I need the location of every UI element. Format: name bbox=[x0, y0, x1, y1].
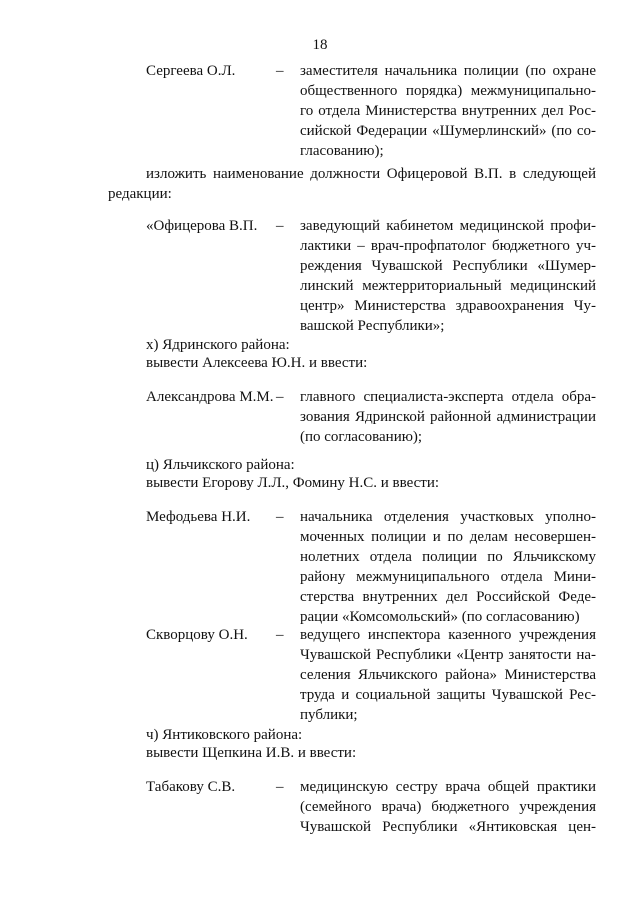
entry-dash: – bbox=[276, 779, 284, 795]
description-line: медицинскую сестру врача общей практики bbox=[300, 779, 596, 795]
section-action: вывести Егорову Л.Л., Фомину Н.С. и ввести: bbox=[146, 475, 440, 491]
entry-name: Скворцову О.Н. bbox=[146, 627, 248, 643]
description-line: начальника отделения участковых уполно- bbox=[300, 509, 596, 525]
entry-description bbox=[300, 625, 596, 725]
description-line: рации «Комсомольский» (по согласованию) bbox=[300, 609, 580, 625]
entry-name: Александрова М.М. bbox=[146, 389, 274, 405]
description-line: публики; bbox=[300, 707, 358, 723]
entry-name: Мефодьева Н.И. bbox=[146, 509, 251, 525]
paragraph-continuation: редакции: bbox=[108, 186, 172, 202]
description-line: лактики – врач-профпатолог бюджетного уч- bbox=[300, 238, 596, 254]
paragraph bbox=[146, 164, 596, 184]
paragraph-line: изложить наименование должности Офицеровой В.П. в следующей bbox=[146, 166, 596, 182]
description-line: центр» Министерства здравоохранения Чу- bbox=[300, 298, 596, 314]
description-line: нолетних отдела полиции по Яльчикскому bbox=[300, 549, 596, 565]
description-line: моченных полиции и по делам несовершен- bbox=[300, 529, 596, 545]
description-line: ведущего инспектора казенного учреждения bbox=[300, 627, 596, 643]
entry-description bbox=[300, 387, 596, 447]
description-line: стерства внутренних дел Российской Феде- bbox=[300, 589, 596, 605]
entry-name: Табакову С.В. bbox=[146, 779, 236, 795]
section-heading: х) Ядринского района: bbox=[146, 337, 290, 353]
description-line: гласованию); bbox=[300, 143, 384, 159]
description-line: сийской Федерации «Шумерлинский» (по со- bbox=[300, 123, 596, 139]
section-heading: ч) Янтиковского района: bbox=[146, 727, 303, 743]
entry-dash: – bbox=[276, 389, 284, 405]
entry-dash: – bbox=[276, 627, 284, 643]
description-line: заведующий кабинетом медицинской профи- bbox=[300, 218, 596, 234]
page-number: 18 bbox=[312, 37, 328, 53]
entry-description bbox=[300, 507, 596, 627]
description-line: го отдела Министерства внутренних дел Рос- bbox=[300, 103, 596, 119]
description-line: общественного порядка) межмуниципально- bbox=[300, 83, 596, 99]
entry-description bbox=[300, 216, 596, 336]
description-line: линский межтерриториальный медицинский bbox=[300, 278, 596, 294]
description-line: реждения Чувашской Республики «Шумер- bbox=[300, 258, 596, 274]
description-line: (семейного врача) бюджетного учреждения bbox=[300, 799, 596, 815]
entry-dash: – bbox=[276, 218, 284, 234]
section-heading: ц) Яльчикского района: bbox=[146, 457, 295, 473]
description-line: (по согласованию); bbox=[300, 429, 423, 445]
description-line: заместителя начальника полиции (по охране bbox=[300, 63, 596, 79]
entry-dash: – bbox=[276, 509, 284, 525]
description-line: Чувашской Республики «Янтиковская цен- bbox=[300, 819, 596, 835]
entry-name: «Офицерова В.П. bbox=[146, 218, 258, 234]
description-line: району межмуниципального отдела Мини- bbox=[300, 569, 596, 585]
entry-name: Сергеева О.Л. bbox=[146, 63, 236, 79]
entry-dash: – bbox=[276, 63, 284, 79]
section-action: вывести Алексеева Ю.Н. и ввести: bbox=[146, 355, 368, 371]
entry-description bbox=[300, 61, 596, 161]
description-line: зования Ядринской районной администрации bbox=[300, 409, 596, 425]
description-line: вашской Республики»; bbox=[300, 318, 445, 334]
description-line: селения Яльчикского района» Министерства bbox=[300, 667, 596, 683]
description-line: главного специалиста-эксперта отдела обра- bbox=[300, 389, 596, 405]
description-line: Чувашской Республики «Центр занятости на- bbox=[300, 647, 596, 663]
description-line: труда и социальной защиты Чувашской Рес- bbox=[300, 687, 596, 703]
entry-description bbox=[300, 777, 596, 837]
section-action: вывести Щепкина И.В. и ввести: bbox=[146, 745, 357, 761]
